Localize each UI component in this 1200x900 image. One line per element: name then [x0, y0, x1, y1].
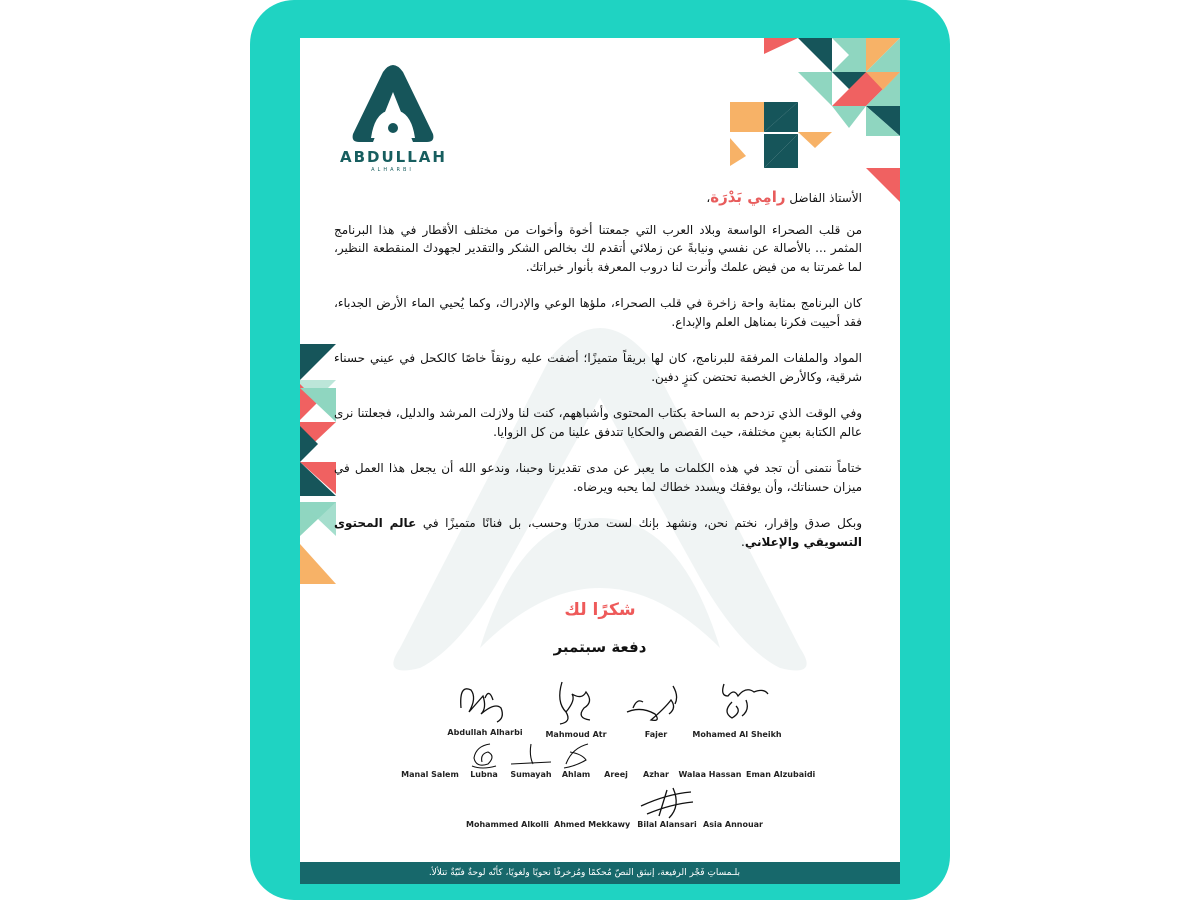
signatory-name: Fajer	[644, 730, 668, 739]
signature-icon	[546, 678, 606, 730]
paragraph-2: كان البرنامج بمثابة واحة زاخرة في قلب الصحراء، ملؤها الوعي والإدراك، وكما يُحيي الماء الأرض الجدباء، فقد أحييت فكرنا بمناهل العلم والإبداع.	[334, 296, 862, 329]
signatory-3	[616, 678, 696, 739]
signatory-name: Mahmoud Atr	[545, 730, 607, 739]
closing-paragraph	[334, 514, 862, 551]
signatory-14	[554, 820, 630, 829]
logo	[340, 64, 445, 173]
footer-bar	[300, 862, 900, 884]
signatory-name: Sumayah	[510, 770, 552, 779]
paragraph-4: وفي الوقت الذي تزدحم به الساحة بكتاب المحتوى وأشباههم، كنت لنا ولازلت المرشد والدليل، فجعلتنا نرى عالم الكتابة بعينٍ مختلفة، حيث القصص والحكايا تتدفق علينا من كل الزوايا.	[334, 406, 862, 439]
signatory-name: Asia Annouar	[703, 820, 763, 829]
signature-icon	[702, 678, 772, 730]
paragraph-5: ختاماً نتمنى أن تجد في هذه الكلمات ما يعبر عن مدى تقديرنا وحبنا، وندعو الله أن يجعل هذا العمل في ميزان حسناتك، وأن يوفقك ويسدد خطاك لما يحبه ويرضاه.	[334, 461, 862, 494]
signatory-13	[466, 820, 548, 829]
signatory-16	[702, 820, 764, 829]
abdullah-logo-icon	[349, 64, 437, 146]
footer-text: بلـمساتِ فَجْر الرفيعة، إنبثق النصّ مُحكمًا ومُزخرفًا نحويًا ولغويًا، كأنّه لوحةٌ فنّيّةٌ تتلألأ.	[428, 868, 740, 878]
geometric-decoration-top-icon	[730, 38, 900, 203]
logo-subtitle: ALHARBI	[371, 167, 414, 173]
signatory-name: Azhar	[643, 770, 669, 779]
geometric-decoration-left-icon	[300, 344, 336, 584]
signatory-name: Areej	[604, 770, 628, 779]
signatory-name: Bilal Alansari	[637, 820, 697, 829]
signatory-name: Ahmed Mekkawy	[554, 820, 631, 829]
signatory-11	[678, 770, 742, 779]
closing-bold-text: عالم المحتوى التسويقي والإعلاني	[334, 516, 862, 549]
signatory-name: Lubna	[470, 770, 498, 779]
recipient-name: رامِي بَدْرَة	[710, 188, 786, 206]
signatory-name: Abdullah Alharbi	[447, 728, 523, 737]
signature-icon	[455, 678, 515, 728]
signatory-2	[536, 678, 616, 739]
signatory-8	[556, 742, 596, 779]
signature-icon	[466, 742, 502, 770]
signature-icon	[621, 678, 691, 730]
greeting-suffix: ،	[706, 191, 711, 205]
signatory-12	[746, 770, 814, 779]
signatory-10	[636, 770, 676, 779]
signatory-5	[398, 770, 462, 779]
paragraph-3: المواد والملفات المرفقة للبرنامج، كان لها بريقاً متميزًا؛ أضفت عليه رونقاً خاصًا كالكحل في عيني حسناء شرقية، وكالأرض الخصبة تحتضن كنزٍ دفين.	[334, 351, 862, 384]
signatory-9	[598, 770, 634, 779]
greeting	[334, 188, 862, 208]
signatory-name: Ahlam	[561, 770, 591, 779]
signatory-7	[506, 742, 556, 779]
signatory-name: Mohamed Al Sheikh	[692, 730, 782, 739]
letter-body	[334, 188, 862, 569]
greeting-prefix: الأستاذ الفاضل	[789, 191, 862, 205]
paragraph-1: من قلب الصحراء الواسعة وبلاد العرب التي جمعتنا أخوة وأخوات من مختلف الأقطار في هذا البرنامج المثمر ... بالأصالة عن نفسي ونيابةً عن زملائي أتقدم لك بخالص الشكر والتقدير لجهودك المنقطعة النظير، لما غمرتنا به من فيض علمك وأنرت لنا دروب المعرفة بأنوار خبراتك.	[334, 222, 862, 274]
signatory-name: Eman Alzubaidi	[746, 770, 816, 779]
signature-icon	[507, 742, 555, 770]
cohort-heading: دفعة سبتمبر	[553, 638, 647, 656]
signature-icon	[556, 742, 596, 770]
closing-text: وبكل صدق وإقرار، نختم نحن، ونشهد بإنك لست مدربًا وحسب، بل فنانًا متميزًا في	[422, 516, 862, 530]
closing-end: .	[740, 534, 745, 549]
signature-icon	[637, 786, 697, 820]
signatory-1	[440, 678, 530, 737]
certificate-page	[300, 38, 900, 884]
signatory-name: Mohammed Alkolli	[466, 820, 549, 829]
thanks-heading: شكرًا لك	[564, 600, 636, 620]
signatory-6	[462, 742, 506, 779]
signatory-name: Walaa Hassan	[678, 770, 742, 779]
signatory-15	[632, 786, 702, 829]
signatory-4	[692, 678, 782, 739]
signatory-name: Manal Salem	[401, 770, 459, 779]
logo-name: ABDULLAH	[340, 148, 447, 166]
